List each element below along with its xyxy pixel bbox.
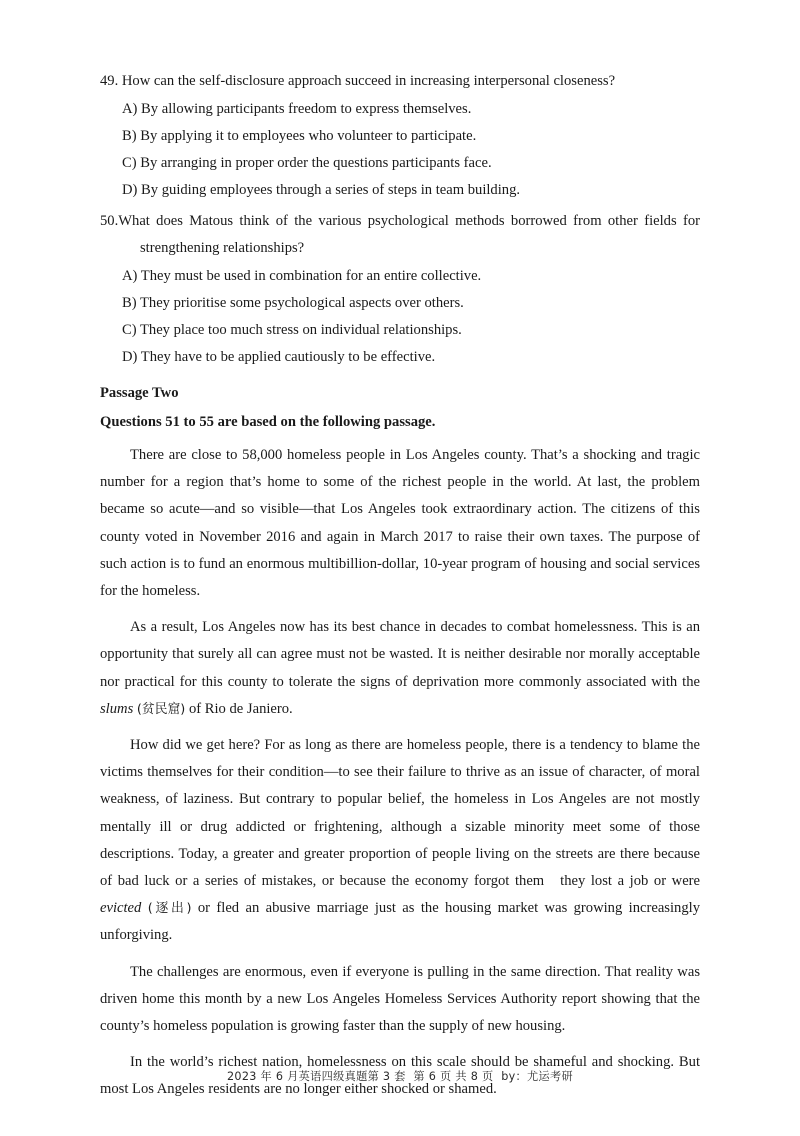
paragraph-2-text-a: As a result, Los Angeles now has its best chance in decades to combat homelessness. This is an opportunity that surely all can agree must not be wasted. It is neither desirable nor morally acceptable nor practical for this county to tolerate the signs of deprivation more commonly associated with the <box>100 619 700 690</box>
glossed-term-evicted: evicted <box>100 900 142 917</box>
question-49 <box>100 68 700 204</box>
gloss-evicted-chinese: (逐出) <box>147 901 192 917</box>
question-50-options <box>100 263 700 371</box>
footer-credit: by：尤运考研 <box>501 1070 573 1083</box>
footer-exam-info: 2023 年 6 月英语四级真题第 3 套 <box>227 1070 406 1083</box>
question-49-option-c[interactable]: C) By arranging in proper order the questions participants face. <box>122 155 492 171</box>
paragraph-2-text-b: of Rio de Janiero. <box>185 700 293 717</box>
passage-paragraph-5: In the world’s richest nation, homelessness on this scale should be shameful and shocking. But most Los Angeles residents are no longer either shocked or shamed. <box>100 1054 700 1098</box>
paragraph-spacer <box>100 1040 700 1049</box>
question-50-stem: 50.What does Matous think of the various psychological methods borrowed from other fields for strengthening relationships? <box>100 213 700 256</box>
passage-paragraph-3 <box>100 732 700 950</box>
paragraph-spacer <box>100 723 700 732</box>
paragraph-spacer <box>100 605 700 614</box>
document-content <box>100 68 700 1104</box>
question-50-option-c[interactable]: C) They place too much stress on individual relationships. <box>122 322 462 338</box>
question-49-options <box>100 96 700 204</box>
question-50-option-b[interactable]: B) They prioritise some psychological aspects over others. <box>122 295 464 311</box>
question-49-option-b[interactable]: B) By applying it to employees who volunteer to participate. <box>122 128 477 144</box>
question-50-option-a[interactable]: A) They must be used in combination for an entire collective. <box>122 268 482 284</box>
question-49-stem: 49. How can the self-disclosure approach succeed in increasing interpersonal closeness? <box>100 73 616 89</box>
question-49-option-a[interactable]: A) By allowing participants freedom to express themselves. <box>122 101 472 117</box>
passage-instruction: Questions 51 to 55 are based on the following passage. <box>100 414 436 430</box>
paragraph-3-text-c: or fled an abusive marriage just as the housing market was growing increasingly unforgiving. <box>100 900 700 944</box>
passage-paragraph-4: The challenges are enormous, even if everyone is pulling in the same direction. That reality was driven home this month by a new Los Angeles Homeless Services Authority report showing that the county’s homeless population is growing faster than the supply of new housing. <box>100 963 700 1035</box>
passage-label: Passage Two <box>100 385 179 401</box>
paragraph-3-text-a: How did we get here? For as long as there are homeless people, there is a tendency to blame the victims themselves for their condition—to see their failure to thrive as an issue of character, of moral weakness, of laziness. But contrary to popular belief, the homeless in Los Angeles are not mostly mentally ill or drug addicted or frightening, although a sizable minority meet some of those descriptions. Today, a greater and greater proportion of people living on the streets are there because of bad luck or a series of mistakes, or because the economy forgot them <box>100 737 700 890</box>
footer-page-number: 第 6 页 共 8 页 <box>413 1070 494 1083</box>
question-50 <box>100 208 700 371</box>
paragraph-3-text-b: they lost a job or were <box>560 873 701 890</box>
passage-paragraph-1: There are close to 58,000 homeless people in Los Angeles county. That’s a shocking and tragic number for a region that’s home to some of the richest people in the world. At last, the problem became so acute—and so visible—that Los Angeles took extraordinary action. The citizens of this county voted in November 2016 and again in March 2017 to raise their own taxes. The purpose of such action is to fund an enormous multibillion-dollar, 10-year program of housing and social services for the homeless. <box>100 447 700 600</box>
passage-paragraph-2 <box>100 614 700 723</box>
paragraph-spacer <box>100 950 700 959</box>
gloss-slums-chinese: (贫民窟) <box>136 701 186 717</box>
question-49-option-d[interactable]: D) By guiding employees through a series of steps in team building. <box>122 182 521 198</box>
question-50-option-d[interactable]: D) They have to be applied cautiously to be effective. <box>122 349 436 365</box>
page-footer <box>0 1069 800 1085</box>
glossed-term-slums: slums <box>100 700 134 717</box>
